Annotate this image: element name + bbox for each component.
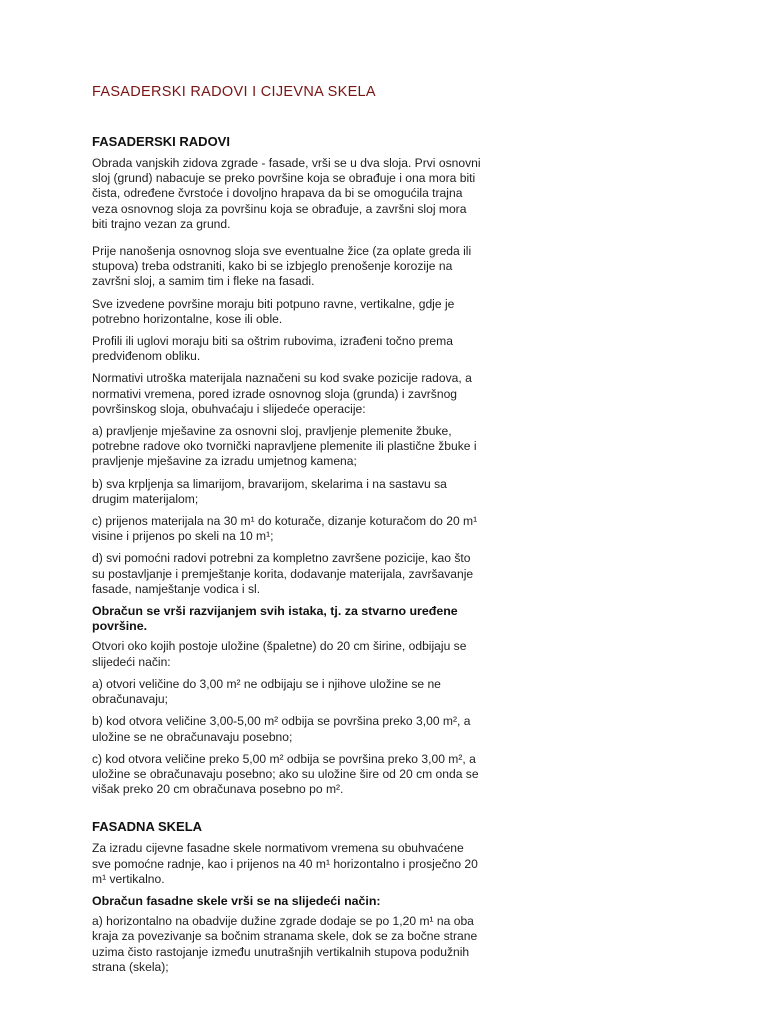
bold-statement: Obračun se vrši razvijanjem svih istaka, tj. za stvarno uređene površine. xyxy=(92,604,458,634)
section-heading-fasaderski-radovi: FASADERSKI RADOVI xyxy=(92,134,230,149)
list-item: b) sva krpljenja sa limarijom, bravarijom, skelarima i na sastavu sa drugim materijalom; xyxy=(92,476,447,506)
list-item: b) kod otvora veličine 3,00-5,00 m² odbija se površina preko 3,00 m², a uložine se ne obračunavaju posebno; xyxy=(92,714,471,744)
paragraph: Obrada vanjskih zidova zgrade - fasade, vrši se u dva sloja. Prvi osnovni sloj (grund) nabacuje se preko površine koja se obrađuje i ona mora biti čista, određene čvrstoće i dovoljno hrapava da bi se omogućila trajna veza osnovnog sloja za površinu koja se obrađuje, a završni sloj mora biti trajno vezan za grund. xyxy=(92,156,481,231)
paragraph: Normativi utroška materijala naznačeni su kod svake pozicije radova, a normativi vremena, pored izrade osnovnog sloja (grunda) i završnog površinskog sloja, obuhvaćaju i slijedeće operacije: xyxy=(92,371,472,416)
document-content xyxy=(92,84,484,982)
section-heading-fasadna-skela: FASADNA SKELA xyxy=(92,819,203,835)
paragraph: Profili ili uglovi moraju biti sa oštrim rubovima, izrađeni točno prema predviđenom obliku. xyxy=(92,334,453,364)
list-item: d) svi pomoćni radovi potrebni za kompletno završene pozicije, kao što su postavljanje i premještanje korita, dodavanje materijala, završavanje fasade, namještanje vodica i sl. xyxy=(92,551,474,596)
list-item: a) otvori veličine do 3,00 m² ne odbijaju se i njihove uložine se ne obračunavaju; xyxy=(92,676,441,707)
list-item: c) kod otvora veličine preko 5,00 m² odbija se površina preko 3,00 m², a uložine se obračunavaju posebno; ako su uložine šire od 20 cm onda se višak preko 20 cm obračunava posebno po m². xyxy=(92,751,479,797)
list-item: a) pravljenje mješavine za osnovni sloj, pravljenje plemenite žbuke, potrebne radove oko tvornički napravljene plemenite ili plastične žbuke i pravljenje mješavine za izradu umjetnog kamena; xyxy=(92,424,477,469)
list-item: c) prijenos materijala na 30 m¹ do koturače, dizanje koturačom do 20 m¹ visine i prijenos po skeli na 10 m¹; xyxy=(92,514,478,544)
paragraph: Za izradu cijevne fasadne skele normativom vremena su obuhvaćene sve pomoćne radnje, kao i prijenos na 40 m¹ horizontalno i prosječno 20 m¹ vertikalno. xyxy=(92,841,478,886)
paragraph: Prije nanošenja osnovnog sloja sve eventualne žice (za oplate greda ili stupova) treba odstraniti, kako bi se izbjeglo prenošenje korozije na završni sloj, a samim tim i fleke na fasadi. xyxy=(92,244,472,289)
bold-statement: Obračun fasadne skele vrši se na slijedeći način: xyxy=(92,893,381,908)
document-title: FASADERSKI RADOVI I CIJEVNA SKELA xyxy=(92,84,376,100)
list-item: a) horizontalno na obadvije dužine zgrade dodaje se po 1,20 m¹ na oba kraja za povezivanje sa bočnim stranama skele, dok se za bočne strane uzima čisto rastojanje između unutrašnjih vertikalnih stupova podužnih strana (skela); xyxy=(92,914,478,974)
paragraph: Sve izvedene površine moraju biti potpuno ravne, vertikalne, gdje je potrebno horizontalne, kose ili oble. xyxy=(92,296,455,326)
paragraph: Otvori oko kojih postoje uložine (špaletne) do 20 cm širine, odbijaju se slijedeći način: xyxy=(92,639,467,669)
